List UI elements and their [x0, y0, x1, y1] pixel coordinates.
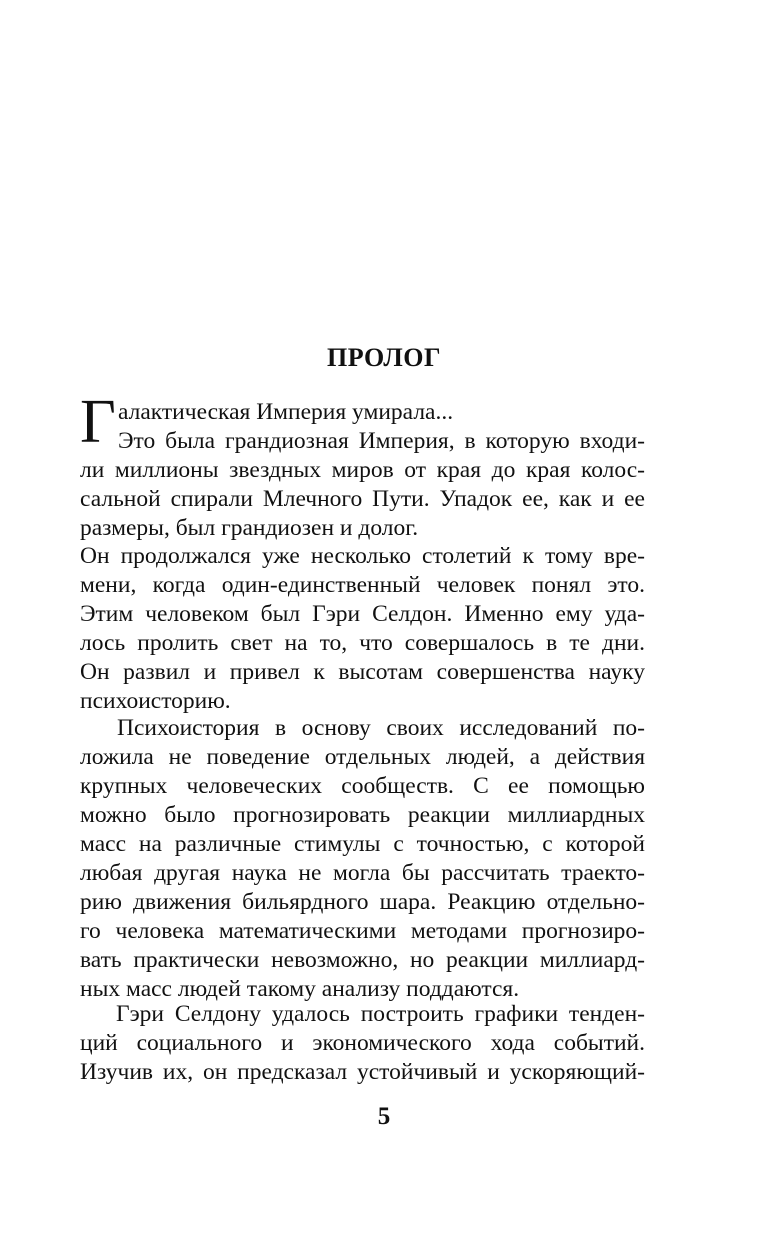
paragraph-4 [80, 1000, 645, 1087]
text-line: сальной спирали Млечного Пути. Упадок ее, как и ее [80, 486, 645, 512]
paragraph-1 [80, 456, 645, 543]
text-line: ных масс людей такому анализу поддаются. [80, 976, 520, 1002]
text-line: масс на различные стимулы с точностью, с которой [80, 831, 645, 857]
text-line: психоисторию. [80, 688, 231, 714]
text-line: мени, когда один-единственный человек понял это. [80, 572, 645, 598]
chapter-title: ПРОЛОГ [326, 343, 442, 372]
paragraph-3 [80, 714, 645, 1004]
text-line: Этим человеком был Гэри Селдон. Именно ему уда- [80, 601, 645, 627]
text-line: Изучив их, он предсказал устойчивый и ускоряющий- [80, 1059, 645, 1085]
paragraph-2 [80, 542, 645, 716]
text-line: можно было прогнозировать реакции миллиардных [80, 802, 645, 828]
text-line: размеры, был грандиозен и долог. [80, 515, 419, 541]
text-line: рию движения бильярдного шара. Реакцию отдельно- [80, 889, 645, 915]
text-line: ложила не поведение отдельных людей, а действия [80, 744, 645, 770]
text-line: любая другая наука не могла бы рассчитать траекто- [80, 860, 645, 886]
text-line: ли миллионы звездных миров от края до края колос- [80, 457, 645, 483]
text-line: вать практически невозможно, но реакции миллиард- [80, 947, 645, 973]
text-line: го человека математическими методами прогнозиро- [80, 918, 645, 944]
text-line: Он продолжался уже несколько столетий к тому вре- [80, 543, 645, 569]
page-number: 5 [377, 1103, 391, 1130]
text-line: Он развил и привел к высотам совершенства науку [80, 659, 645, 685]
drop-cap-letter: Г [80, 388, 116, 456]
text-line: Психоистория в основу своих исследований по- [117, 715, 645, 741]
text-line: Гэри Селдону удалось построить графики тенден- [116, 1001, 645, 1027]
text-line: алактическая Империя умирала... [118, 399, 454, 425]
text-line: ций социального и экономического хода событий. [80, 1030, 645, 1056]
text-line: крупных человеческих сообществ. С ее помощью [80, 773, 645, 799]
drop-cap-paragraph [118, 398, 645, 456]
text-line: Это была грандиозная Империя, в которую входи- [118, 428, 645, 454]
text-line: лось пролить свет на то, что совершалось в те дни. [80, 630, 645, 656]
